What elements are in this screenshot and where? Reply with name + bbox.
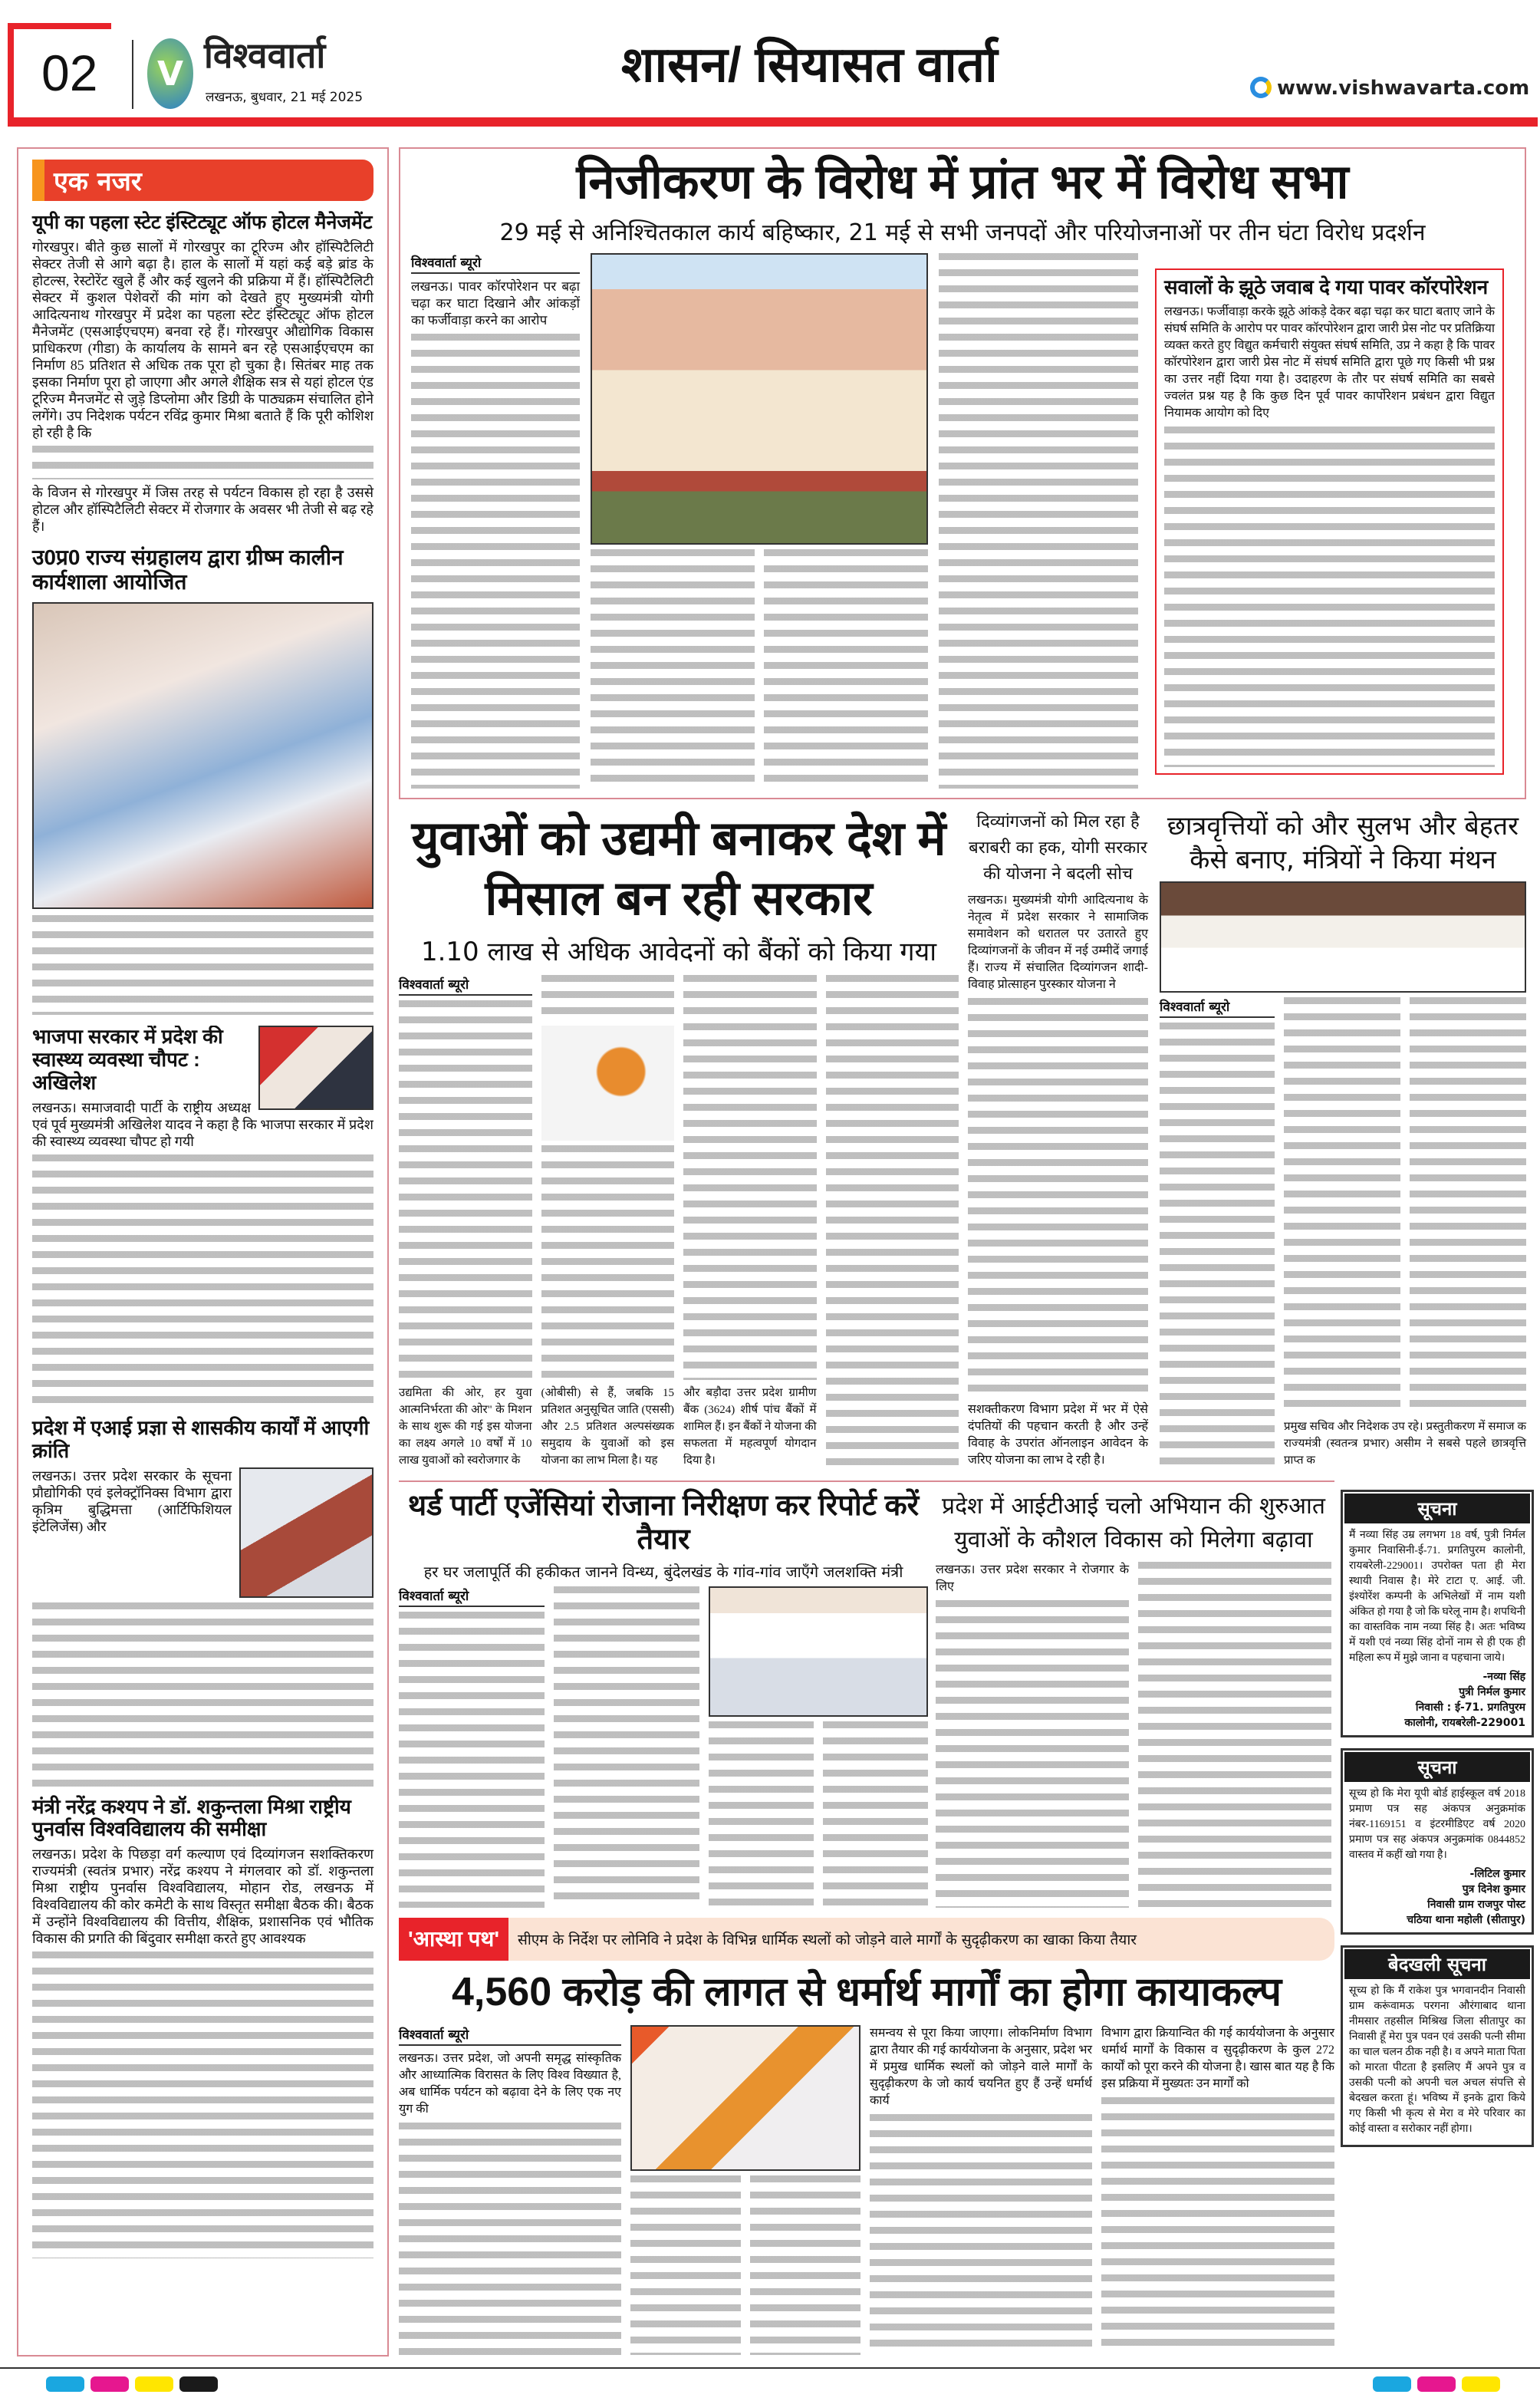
notice-title: बेदखली सूचना (1344, 1949, 1530, 1979)
notice-eviction (1341, 1945, 1534, 2147)
cyan-swatch (46, 2376, 84, 2392)
notice-body: सूच्य हो कि मैं राकेश पुत्र भगवानदीन निवासी ग्राम करूंवामऊ परगना औरंगाबाद थाना नीमसार तहसील मिश्रिख जिला सीतापुर का निवासी हूँ मेरा पुत्र पवन एवं उसकी पत्नी सीमा का चाल चलन ठीक नही है। व अपने माता पिता को मारता पीटता है इसलिए मैं अपने पुत्र व उसकी पत्नी को अपनी चल अचल संपत्ति से बेदखल करता हूं। भविष्य में इनके द्वारा किये गए किसी भी कृत्य से मेरा व मेरे परिवार का कोई वास्ता व सरोकार नहीं होगा। (1349, 1985, 1525, 2135)
notice-title: सूचना (1344, 1752, 1530, 1782)
aastha-intro: लखनऊ। उत्तर प्रदेश, जो अपनी समृद्ध सांस्कृतिक और आध्यात्मिक विरासत के लिए विश्व विख्यात है, अब धार्मिक पर्यटन को बढ़ावा देने के लिए एक नए युग की (399, 2051, 621, 2116)
story-body: गोरखपुर। बीते कुछ सालों में गोरखपुर का टूरिज्म और हॉस्पिटैलिटी सेक्टर तेजी से आगे बढ़ा है। हाल के सालों में यहां कई बड़े ब्रांड के होटल्स, रेस्टोरेंट खुले हैं और कई खुलने की प्रक्रिया में हैं। हॉस्पिटैलिटी सेक्टर में कुशल पेशेवरों की मांग को देखते हुए मुख्यमंत्री योगी आदित्यनाथ गोरखपुर में प्रदेश का पहला स्टेट इंस्टिट्यूट ऑफ होटल मैनेजमेंट (एसआईएचएम) बनवा रहे हैं। गोरखपुर औद्योगिक विकास प्राधिकरण (गीडा) के कार्यालय के सामने बन रहे एसआईएचएम का निर्माण 85 प्रतिशत से अधिक तक पूरा हो चुका है। सितंबर माह तक इसका निर्माण पूरा हो जाएगा और अगले शैक्षिक सत्र से यहां होटल एंड टूरिज्म मैनजमेंट से जुड़े डिप्लोमा और डिग्री के पाठ्यक्रम संचालित होने लगेंगे। उप निदेशक पर्यटन रविंद्र कुमार मिश्रा बताते हैं कि पूरी कोशिश हो रही है कि (32, 239, 373, 440)
yogi-photo (541, 1026, 675, 1141)
browser-icon (1250, 77, 1272, 98)
page-number: 02 (41, 44, 98, 101)
iti-intro: लखनऊ। उत्तर प्रदेश सरकार ने रोजगार के लिए (936, 1563, 1129, 1593)
water-story (399, 1490, 928, 1908)
sidebar-headline: सवालों के झूठे जवाब दे गया पावर कॉरपोरेशन (1164, 275, 1489, 298)
youth-end-col3: और बड़ौदा उत्तर प्रदेश ग्रामीण बैंक (3624) शीर्ष पांच बैंकों में शामिल हैं। इन बैंकों ने योजना की सफलता में महत्वपूर्ण योगदान दिया है। (683, 1387, 817, 1467)
water-subheadline: हर घर जलापूर्ति की हकीकत जानने विन्ध्य, बुंदेलखंड के गांव-गांव जाएँगे जलशक्ति मंत्री (423, 1563, 903, 1582)
magenta-swatch (1417, 2376, 1456, 2392)
story-headline: यूपी का पहला स्टेट इंस्टिट्यूट ऑफ होटल मैनेजमेंट (32, 212, 373, 233)
story-body: लखनऊ। समाजवादी पार्टी के राष्ट्रीय अध्यक्ष एवं पूर्व मुख्यमंत्री अखिलेश यादव ने कहा है कि भाजपा सरकार में प्रदेश की स्वास्थ्य व्यवस्था चौपट हो गयी (32, 1099, 373, 1149)
lead-intro: लखनऊ। पावर कॉरपोरेशन पर बढ़ा चढ़ा कर घाटा दिखाने और आंकड़ों का फर्जीवाड़ा करने का आरोप (411, 279, 580, 328)
story-body: लखनऊ। उत्तर प्रदेश सरकार के सूचना प्रौद्योगिकी एवं इलेक्ट्रॉनिक्स विभाग द्वारा कृत्रिम बुद्धिमत्ता (आर्टिफिशियल इंटेलिजेंस) और (32, 1467, 232, 1534)
color-registration-bar (0, 2367, 1540, 2398)
museum-workshop-photo (32, 602, 373, 909)
notice-lost-certificate (1341, 1748, 1534, 1935)
left-column (17, 147, 389, 2357)
notice-title: सूचना (1344, 1494, 1530, 1523)
youth-story (399, 809, 959, 1469)
section-title: शासन/ सियासत वार्ता (621, 37, 998, 92)
scholarship-story (1160, 809, 1526, 1469)
ai-pragya-photo (239, 1467, 373, 1598)
byline: विश्ववार्ता ब्यूरो (399, 1586, 545, 1607)
iti-story (936, 1490, 1331, 1908)
notice-signature: -नव्या सिंह (1482, 1671, 1525, 1683)
notice-signature: निवासी : ई-71. प्रगतिपुरम (1415, 1701, 1525, 1714)
notice-name-change (1341, 1490, 1534, 1737)
ek-nazar-tag: एक नजर (32, 160, 373, 201)
story-body: लखनऊ। प्रदेश के पिछड़ा वर्ग कल्याण एवं दिव्यांगजन सशक्तिकरण राज्यमंत्री (स्वतंत्र प्रभार) नरेंद्र कश्यप ने मंगलवार को डॉ. शकुन्तला मिश्रा राष्ट्रीय पुनर्वास विश्वविद्यालय, मोहान रोड, लखनऊ में विश्वविद्यालय की कोर कमेटी के साथ विस्तृत समीक्षा बैठक की। बैठक में उन्होंने विश्वविद्यालय की वित्तीय, शैक्षिक, प्रशासनिक एवं भौतिक विकास की प्रगति की बिंदुवार समीक्षा करते हुए आवश्यक (32, 1846, 373, 1947)
yellow-swatch (135, 2376, 173, 2392)
notice-signature: निवासी ग्राम राजपुर पोस्ट (1427, 1899, 1525, 1911)
paper-name: विश्ववार्ता (204, 35, 326, 75)
water-headline: थर्ड पार्टी एजेंसियां रोजाना निरीक्षण कर रिपोर्ट करें तैयार (407, 1490, 920, 1556)
website-link[interactable]: www.vishwavarta.com (1277, 77, 1530, 100)
sidebar-body: लखनऊ। फर्जीवाड़ा करके झूठे आंकड़े देकर बढ़ा चढ़ा कर घाटा बताए जाने के संघर्ष समिति के आरोप पर पावर कॉरपोरेशन द्वारा जारी प्रेस नोट पर प्रतिक्रिया व्यक्त करते हुए विद्युत कर्मचारी संयुक्त संघर्ष समिति, उप्र ने कहा है कि पावर कॉरपोरेशन द्वारा जारी प्रेस नोट में संघर्ष समिति द्वारा पूछे गए किसी भी प्रश्न का उत्तर नहीं दिया गया है। उदाहरण के तौर पर संघर्ष समिति का सबसे ज्वलंत प्रश्न यह है कि कुछ दिन पूर्व पावर कार्पोरेशन प्रबंधन द्वारा विद्युत नियामक आयोग को दिए (1164, 305, 1495, 420)
story-headline: भाजपा सरकार में प्रदेश की स्वास्थ्य व्यवस्था चौपट : अखिलेश (32, 1026, 223, 1094)
magenta-swatch (90, 2376, 129, 2392)
youth-end-col1: उद्यमिता की ओर, हर युवा आत्मनिर्भरता की ओर" के मिशन के साथ शुरू की गई इस योजना का लक्ष्य अगले 10 वर्षों में 10 लाख युवाओं को स्वरोजगार के (399, 1387, 532, 1467)
divyang-end: सशक्तीकरण विभाग प्रदेश में भर में ऐसे दंपतियों की पहचान करती है और उन्हें विवाह के उपरांत ऑनलाइन आवेदन के जरिए योजना का लाभ दे रही है। (968, 1403, 1148, 1467)
divyang-story (968, 809, 1148, 1469)
divyang-body: लखनऊ। मुख्यमंत्री योगी आदित्यनाथ के नेतृत्व में प्रदेश सरकार ने सामाजिक समावेशन को धरातल पर उतारते हुए दिव्यांगजनों के जीवन में नई उम्मीदें जगाई हैं। राज्य में संचालित दिव्यांगजन शादी-विवाह प्रोत्साहन पुरस्कार योजना ने (968, 894, 1148, 991)
notices-column (1341, 1490, 1534, 2147)
yellow-swatch (1462, 2376, 1500, 2392)
cyan-swatch (1373, 2376, 1411, 2392)
story-headline: मंत्री नरेंद्र कश्यप ने डॉ. शकुन्तला मिश्रा राष्ट्रीय पुनर्वास विश्वविद्यालय की समीक्षा (32, 1794, 351, 1841)
story-headline: उ0प्र0 राज्य संग्रहालय द्वारा ग्रीष्म कालीन कार्यशाला आयोजित (32, 545, 344, 594)
youth-subheadline: 1.10 लाख से अधिक आवेदनों को बैंकों को किया गया (420, 937, 937, 967)
ministers-meeting-photo (1160, 881, 1526, 993)
byline: विश्ववार्ता ब्यूरो (1160, 997, 1275, 1018)
lead-subheadline: 29 मई से अनिश्चितकाल कार्य बहिष्कार, 21 मई से सभी जनपदों और परियोजनाओं पर तीन घंटा विरोध प्रदर्शन (499, 219, 1426, 247)
paper-logo-icon: V (147, 38, 193, 109)
aastha-tag: 'आस्था पथ' (399, 1918, 508, 1961)
aastha-headline: 4,560 करोड़ की लागत से धर्मार्थ मार्गों का होगा कायाकल्प (452, 1970, 1282, 2014)
notice-body: मैं नव्या सिंह उम्र लगभग 18 वर्ष, पुत्री निर्मल कुमार निवासिनी-ई-71. प्रगतिपुरम कालोनी, रायबरेली-229001। उपरोक्त पता ही मेरा स्थायी निवास है। मेरे टाटा ए. आई. जी. इंश्योरेंश कम्पनी के अभिलेखों में नाम यशी अंकित हो गया है जो कि घरेलू नाम है। शपथिनी का वास्तविक नाम नव्या सिंह है। अतः भविष्य में यशी एवं नव्या सिंह दोनों नाम से ही एक ही महिला रूप में मुझे जाना व पहचाना जाये। (1349, 1530, 1525, 1664)
notice-signature: -लिटिल कुमार (1469, 1868, 1525, 1880)
notice-signature: पुत्री निर्मल कुमार (1459, 1686, 1525, 1698)
story-body-tail: के विजन से गोरखपुर में जिस तरह से पर्यटन विकास हो रहा है उससे होटल और हॉस्पिटैलिटी सेक्टर में रोजगार के अवसर भी तेजी से बढ़ रहे हैं। (32, 484, 373, 534)
story-headline: प्रदेश में एआई प्रज्ञा से शासकीय कार्यों में आएगी क्रांति (32, 1415, 370, 1462)
jalshakti-meeting-photo (709, 1586, 928, 1717)
scholarship-end: प्रमुख सचिव और निदेशक उप रहे। प्रस्तुतीकरण में समाज क राज्यमंत्री (स्वतन्त्र प्रभार) असीम ने सबसे पहले छात्रवृत्ति प्राप्त क (1284, 1421, 1526, 1467)
byline: विश्ववार्ता ब्यूरो (411, 253, 580, 274)
byline: विश्ववार्ता ब्यूरो (399, 2025, 621, 2046)
lead-headline: निजीकरण के विरोध में प्रांत भर में विरोध सभा (576, 156, 1349, 209)
youth-end-col2: (ओबीसी) से हैं, जबकि 15 प्रतिशत अनुसूचित जाति (एससी) और 2.5 प्रतिशत अल्पसंख्यक समुदाय के युवाओं को इस योजना का लाभ मिला है। यह (541, 1387, 674, 1467)
akhilesh-photo (258, 1026, 373, 1110)
masthead (8, 23, 1538, 127)
aastha-kicker: सीएम के निर्देश पर लोनिवि ने प्रदेश के विभिन्न धार्मिक स्थलों को जोड़ने वाले मार्गों के सुदृढ़ीकरण का खाका किया तैयार (517, 1932, 1137, 1948)
youth-headline: युवाओं को उद्यमी बनाकर देश में मिसाल बन रही सरकार (411, 812, 946, 925)
notice-signature: चठिया थाना महोली (सीतापुर) (1407, 1914, 1525, 1926)
divyang-headline: दिव्यांगजनों को मिल रहा है बराबरी का हक, योगी सरकार की योजना ने बदली सोच (969, 812, 1147, 884)
black-swatch (179, 2376, 218, 2392)
aastha-kicker-band (399, 1918, 1334, 1961)
byline: विश्ववार्ता ब्यूरो (399, 975, 532, 996)
aastha-photo (630, 2025, 860, 2171)
iti-headline: प्रदेश में आईटीआई चलो अभियान की शुरुआत युवाओं के कौशल विकास को मिलेगा बढ़ावा (942, 1493, 1325, 1553)
scholarship-headline: छात्रवृत्तियों को और सुलभ और बेहतर कैसे बनाए, मंत्रियों ने किया मंथन (1167, 811, 1519, 875)
notice-signature: कालोनी, रायबरेली-229001 (1404, 1717, 1525, 1729)
aastha-col3: समन्वय से पूरा किया जाएगा। लोकनिर्माण विभाग द्वारा तैयार की गई कार्ययोजना के अनुसार, प्रदेश भर में प्रमुख धार्मिक स्थलों को जोड़ने वाले मार्गों के सुदृढ़ीकरण के जो कार्य चयनित हुए हैं उन्हें धर्मार्थ कार्य (870, 2026, 1092, 2107)
dateline: लखनऊ, बुधवार, 21 मई 2025 (206, 90, 364, 105)
notice-body: सूच्य हो कि मेरा यूपी बोर्ड हाईस्कूल वर्ष 2018 प्रमाण पत्र सह अंकपत्र अनुक्रमांक नंबर-1169151 व इंटरमीडिएट वर्ष 2020 प्रमाण पत्र सह अंकपत्र अनुक्रमांक 0844852 वास्तव में कहीं खो गया है। (1349, 1788, 1525, 1861)
sidebar-story (1155, 268, 1504, 775)
aastha-col4: विभाग द्वारा क्रियान्वित की गई कार्ययोजना के अनुसार धर्मार्थ मार्गों के विकास व सुदृढ़ीकरण के कुल 272 कार्यों को पूरा करने की योजना है। खास बात यह है कि इस प्रक्रिया में मुख्यतः उन मार्गों को (1101, 2026, 1334, 2090)
protest-photo (591, 253, 928, 545)
aastha-story (399, 1918, 1334, 2355)
notice-signature: पुत्र दिनेश कुमार (1462, 1883, 1525, 1895)
